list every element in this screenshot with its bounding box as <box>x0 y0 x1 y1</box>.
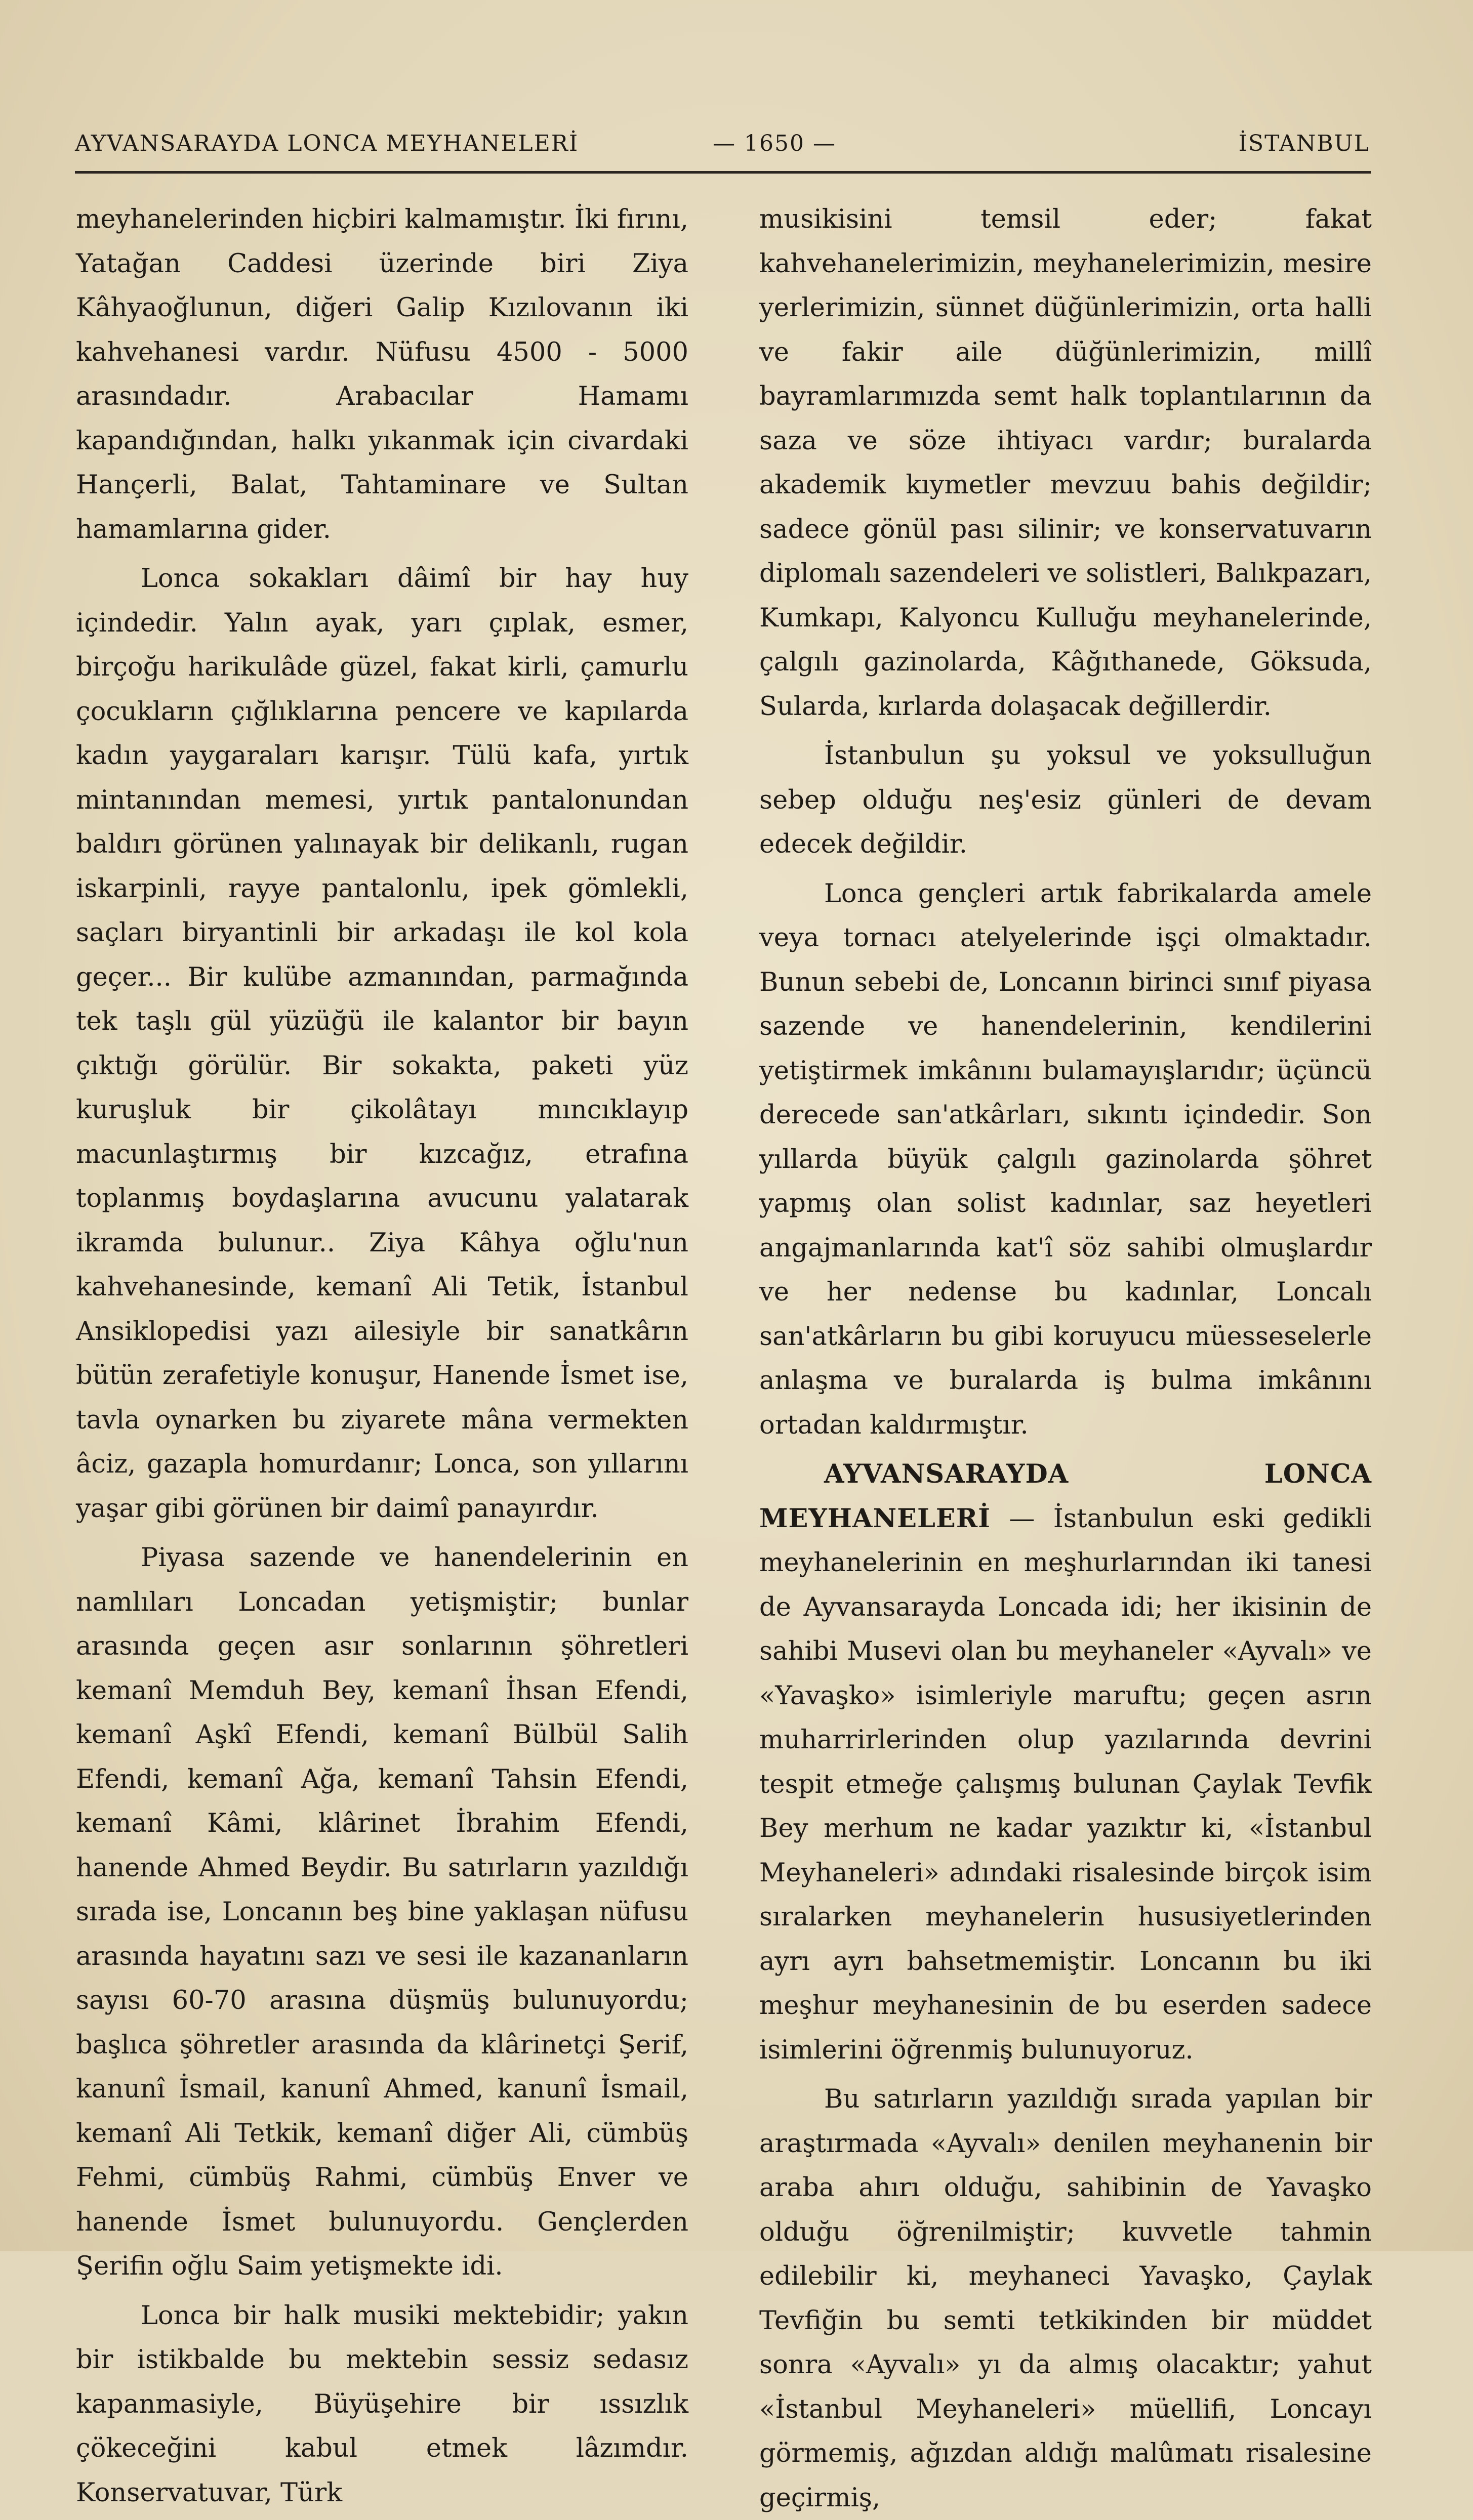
paragraph: Lonca sokakları dâimî bir hay huy içindedir. Yalın ayak, yarı çıplak, esmer, birçoğu harikulâde güzel, fakat kirli, çamurlu çocukların çığlıklarına pencere ve kapılarda kadın yaygaraları karışır. Tülü kafa, yırtık mintanından memesi, yırtık pantalonundan baldırı görünen yalınayak bir delikanlı, rugan iskarpinli, rayye pantalonlu, ipek gömlekli, saçları biryantinli bir arkadaşı ile kol kola geçer... Bir kulübe azmanından, parmağında tek taşlı gül yüzüğü ile kalantor bir bayın çıktığı görülür. Bir sokakta, paketi yüz kuruşluk bir çikolâtayı mıncıklayıp macunlaştırmış bir kızcağız, etrafına toplanmış boydaşlarına avucunu yalatarak ikramda bulunur.. Ziya Kâhya oğlu'nun kahvehanesinde, kemanî Ali Tetik, İstanbul Ansiklopedisi yazı ailesiyle bir sanatkârın bütün zerafetiyle konuşur, Hanende İsmet ise, tavla oynarken bu ziyarete mâna vermekten âciz, gazapla homurdanır; Lonca, son yıllarını yaşar gibi görünen bir daimî panayırdır. <box>76 564 688 1524</box>
page-number: — 1650 — <box>713 131 836 156</box>
paragraph: meyhanelerinden hiçbiri kalmamıştır. İki fırını, Yatağan Caddesi üzerinde biri Ziya Kâhyaoğlunun, diğeri Galip Kızılovanın iki kahvehanesi vardır. Nüfusu 4500 - 5000 arasındadır. Arabacılar Hamamı kapandığından, halkı yıkanmak için civardaki Hançerli, Balat, Tahtaminare ve Sultan hamamlarına gider. <box>76 204 688 544</box>
paragraph: musikisini temsil eder; fakat kahvehanelerimizin, meyhanelerimizin, mesire yerlerimizin, sünnet düğünlerimizin, orta halli ve fakir aile düğünlerimizin, millî bayramlarımızda semt halk toplantılarının da saza ve söze ihtiyacı vardır; buralarda akademik kıymetler mevzuu bahis değildir; sadece gönül pası silinir; ve konservatuvarın diplomalı sazendeleri ve solistleri, Balıkpazarı, Kumkapı, Kalyoncu Kulluğu meyhanelerinde, çalgılı gazinolarda, Kâğıthanede, Göksuda, Sularda, kırlarda dolaşacak değillerdir. <box>759 204 1372 722</box>
paragraph: Piyasa sazende ve hanendelerinin en namlıları Loncadan yetişmiştir; bunlar arasında geçen asır sonlarının şöhretleri kemanî Memduh Bey, kemanî İhsan Efendi, kemanî Aşkî Efendi, kemanî Bülbül Salih Efendi, kemanî Ağa, kemanî Tahsin Efendi, kemanî Kâmi, klârinet İbrahim Efendi, hanende Ahmed Beydir. Bu satırların yazıldığı sırada ise, Loncanın beş bine yaklaşan nüfusu arasında hayatını sazı ve sesi ile kazananların sayısı 60-70 arasına düşmüş bulunuyordu; başlıca şöhretler arasında da klârinetçi Şerif, kanunî İsmail, kanunî Ahmed, kanunî İsmail, kemanî Ali Tetkik, kemanî diğer Ali, cümbüş Fehmi, cümbüş Rahmi, cümbüş Enver ve hanende İsmet bulunuyordu. Gençlerden Şerifin oğlu Saim yetişmekte idi. <box>76 1543 688 2281</box>
section-heading: AYVANSARAYDA LONCA MEYHANELERİ <box>759 1459 1372 1534</box>
section-text: — İstanbulun eski gedikli meyhanelerinin en meşhurlarından iki tanesi de Ayvansarayda Loncada idi; her ikisinin de sahibi Musevi olan bu meyhaneler «Ayvalı» ve «Yavaşko» isimleriyle maruftu; geçen asrın muharrirlerinden olup yazılarında devrini tespit etmeğe çalışmış bulunan Çaylak Tevfik Bey merhum ne kadar yazıktır ki, «İstanbul Meyhaneleri» adındaki risalesinde birçok isim sıralarken meyhanelerin hususiyetlerinden ayrı ayrı bahsetmemiştir. Loncanın bu iki meşhur meyhanesinin de bu eserden sadece isimlerini öğrenmiş bulunuyoruz. <box>759 1503 1372 2065</box>
paragraph: Lonca bir halk musiki mektebidir; yakın bir istikbalde bu mektebin sessiz sedasız kapanmasiyle, Büyüşehire bir ıssızlık çökeceğini kabul etmek lâzımdır. Konservatuvar, Türk <box>76 2300 688 2508</box>
right-column <box>759 197 1372 2520</box>
header-rule <box>75 171 1371 174</box>
header-title: AYVANSARAYDA LONCA MEYHANELERİ <box>75 131 579 156</box>
paragraph: Bu satırların yazıldığı sırada yapılan bir araştırmada «Ayvalı» denilen meyhanenin bir araba ahırı olduğu, sahibinin de Yavaşko olduğu öğrenilmiştir; kuvvetle tahmin edilebilir ki, meyhaneci Yavaşko, Çaylak Tevfiğin bu semti tetkikinden bir müddet sonra «Ayvalı» yı da almış olacaktır; yahut «İstanbul Meyhaneleri» müellifi, Loncayı görmemiş, ağızdan aldığı malûmatı risalesine geçirmiş, <box>759 2084 1372 2513</box>
left-column <box>76 197 688 2515</box>
section-paragraph <box>759 1452 1372 2072</box>
paragraph: İstanbulun şu yoksul ve yoksulluğun sebep olduğu neş'esiz günleri de devam edecek değildir. <box>759 741 1372 859</box>
running-header <box>75 125 1370 161</box>
paragraph: Lonca gençleri artık fabrikalarda amele veya tornacı atelyelerinde işçi olmaktadır. Bunun sebebi de, Loncanın birinci sınıf piyasa sazende ve hanendelerinin, kendilerini yetiştirmek imkânını bulamayışlarıdır; üçüncü derecede san'atkârları, sıkıntı içindedir. Son yıllarda büyük çalgılı gazinolarda şöhret yapmış olan solist kadınlar, saz heyetleri angajmanlarında kat'î söz sahibi olmuşlardır ve her nedense bu kadınlar, Loncalı san'atkârların bu gibi koruyucu müesseselerle anlaşma ve buralarda iş bulma imkânını ortadan kaldırmıştır. <box>759 878 1372 1440</box>
header-section: İSTANBUL <box>1238 131 1370 156</box>
